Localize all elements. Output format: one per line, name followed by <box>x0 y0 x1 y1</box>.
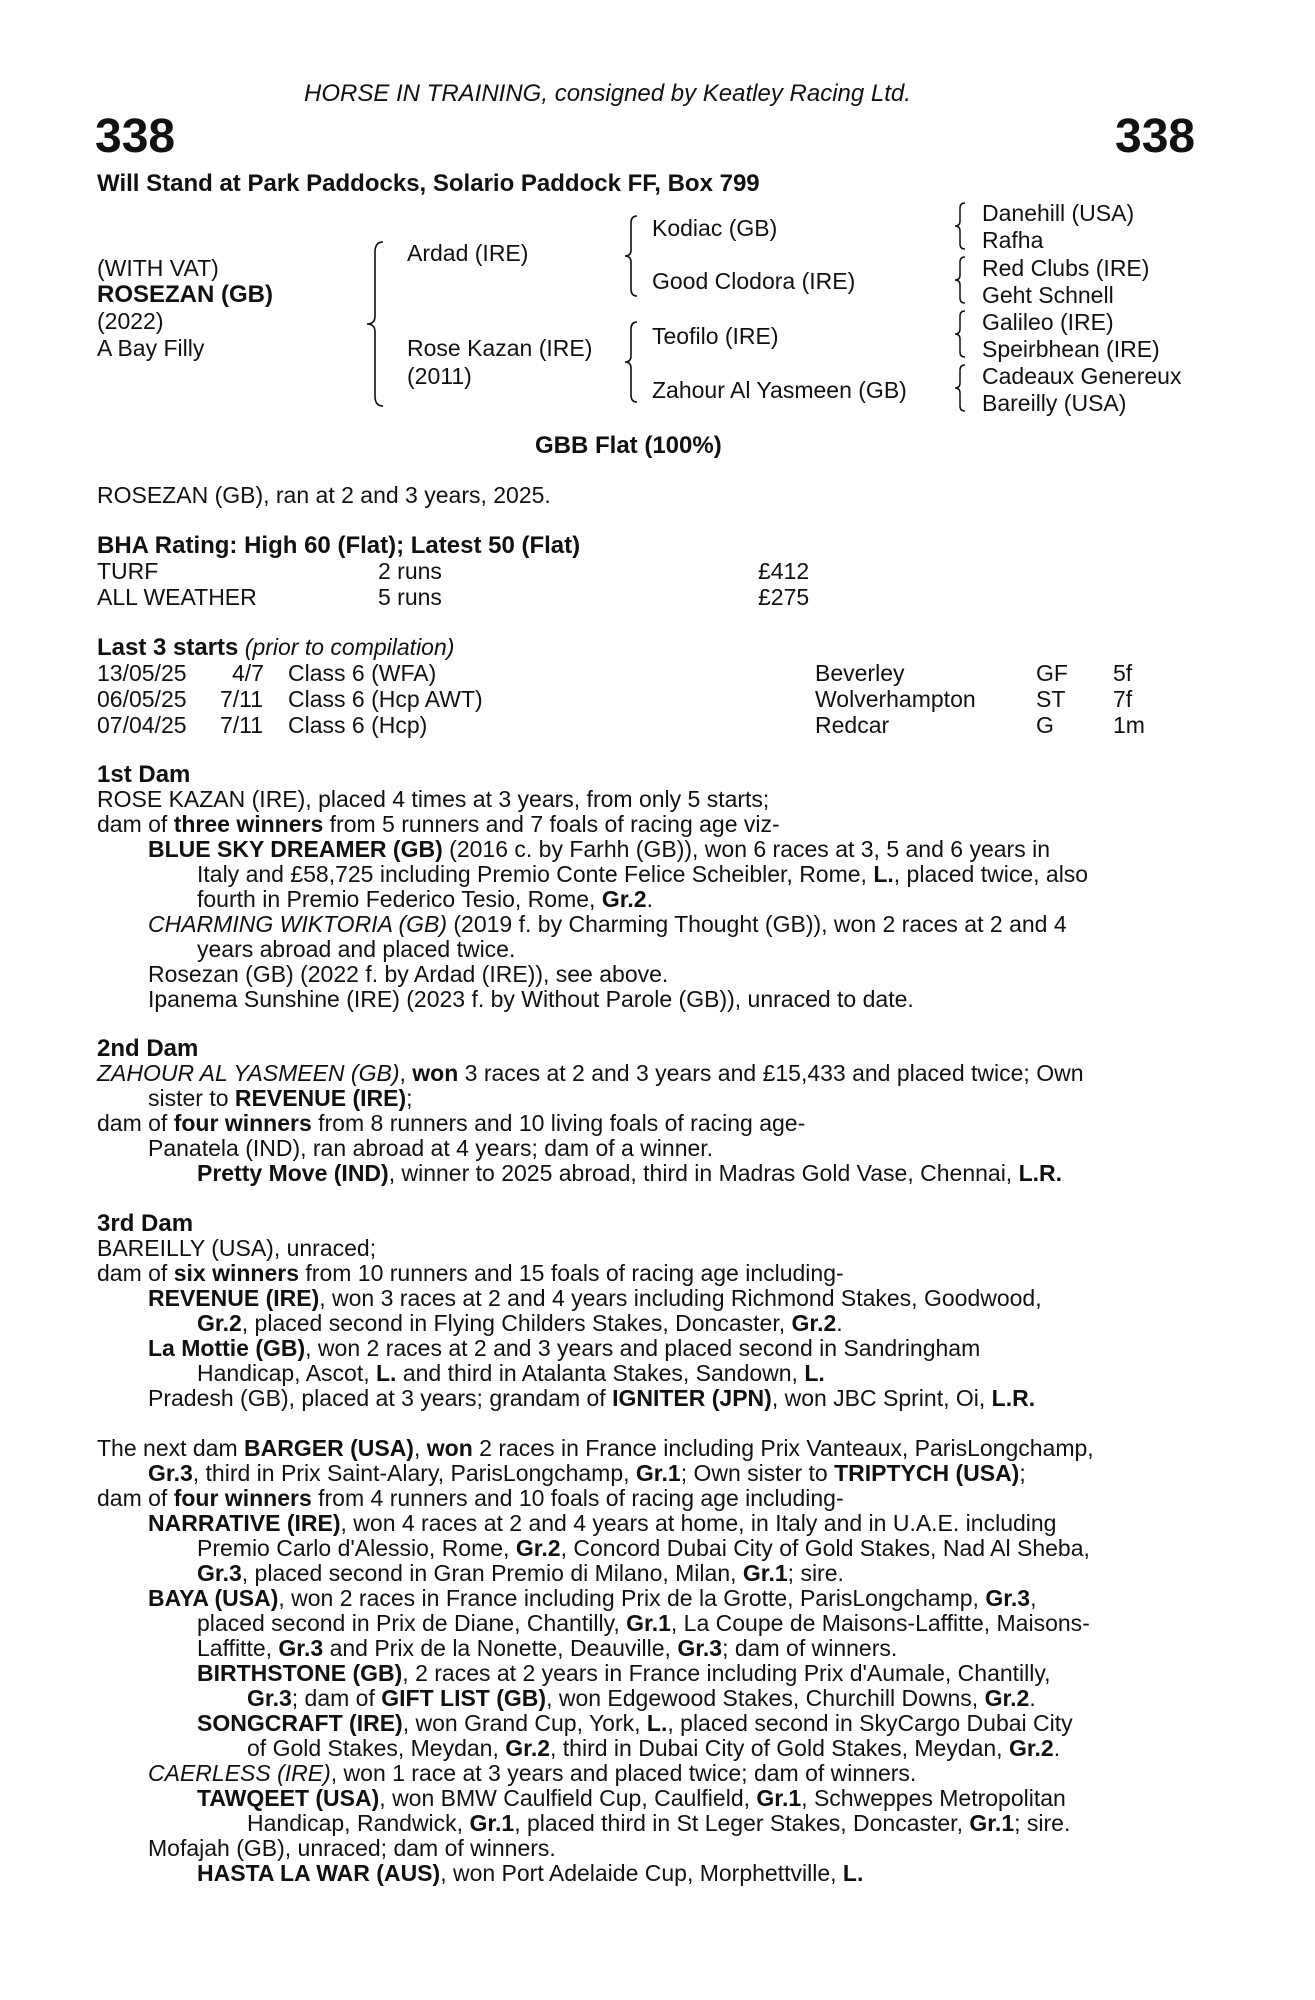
produce-line <box>197 887 653 912</box>
grade: Gr.2 <box>505 1735 551 1761</box>
pedigree-gen3-3: Teofilo (IRE) <box>652 323 779 349</box>
text: ; <box>1019 1460 1026 1486</box>
third-dam-line: BAREILLY (USA), unraced; <box>97 1235 377 1261</box>
grade: L.R. <box>991 1385 1036 1411</box>
grade: L. <box>646 1710 668 1736</box>
text: placed second in Prix de Diane, Chantilly, <box>197 1610 627 1636</box>
start-going-1: GF <box>1036 660 1068 686</box>
pedigree-gen4-5: Galileo (IRE) <box>982 309 1114 335</box>
produce-line <box>197 1536 1090 1561</box>
start-pos-1: 4/7 <box>232 660 264 686</box>
text: of Gold Stakes, Meydan, <box>247 1735 506 1761</box>
text: , placed third in St Leger Stakes, Doncaster, <box>514 1810 970 1836</box>
text: dam of <box>97 1260 174 1286</box>
start-course-2: Wolverhampton <box>815 686 976 712</box>
first-dam-heading: 1st Dam <box>97 761 191 788</box>
winners-count: three winners <box>173 811 324 837</box>
won-label: won <box>426 1435 473 1461</box>
pedigree-gen4-6: Speirbhean (IRE) <box>982 336 1160 362</box>
grade: L. <box>873 861 894 887</box>
winners-count: six winners <box>173 1260 299 1286</box>
grade: Gr.2 <box>1008 1735 1054 1761</box>
produce-songcraft <box>197 1711 1073 1736</box>
text: , winner to 2025 abroad, third in Madras Gold Vase, Chennai, <box>388 1160 1019 1186</box>
produce-tawqeet <box>197 1786 1066 1811</box>
produce-narrative <box>148 1511 1056 1536</box>
text: Handicap, Randwick, <box>247 1810 470 1836</box>
pedigree-brace-dam <box>623 320 639 404</box>
produce-baya <box>148 1586 1037 1611</box>
bha-runs-turf: 2 runs <box>378 558 442 584</box>
text: fourth in Premio Federico Tesio, Rome, <box>197 886 602 912</box>
race-record-summary: ROSEZAN (GB), ran at 2 and 3 years, 2025. <box>97 482 551 508</box>
text: , won 4 races at 2 and 4 years at home, in Italy and in U.A.E. including <box>340 1510 1057 1536</box>
text: ; <box>406 1085 413 1111</box>
text: , La Coupe de Maisons-Laffitte, Maisons- <box>670 1610 1090 1636</box>
pedigree-gen4-2: Rafha <box>982 227 1044 253</box>
grade: Gr.3 <box>247 1685 292 1711</box>
pedigree-brace-g4-4 <box>953 363 967 413</box>
next-dam-line <box>148 1461 1026 1486</box>
grade: Gr.2 <box>601 886 647 912</box>
bha-prize-turf: £412 <box>758 558 810 584</box>
horse-name: TRIPTYCH (USA) <box>834 1460 1020 1486</box>
lot-number-right: 338 <box>1115 110 1196 163</box>
horse-name: BIRTHSTONE (GB) <box>197 1660 403 1686</box>
text: , won 3 races at 2 and 4 years including Richmond Stakes, Goodwood, <box>319 1285 1042 1311</box>
produce-rosezan: Rosezan (GB) (2022 f. by Ardad (IRE)), see above. <box>148 961 669 987</box>
horse-name: NARRATIVE (IRE) <box>148 1510 341 1536</box>
text: , 2 races at 2 years in France including Prix d'Aumale, Chantilly, <box>402 1660 1051 1686</box>
start-date-1: 13/05/25 <box>97 660 187 686</box>
text: , won Edgewood Stakes, Churchill Downs, <box>546 1685 985 1711</box>
last-starts-note: (prior to compilation) <box>244 634 455 660</box>
text: Laffitte, <box>197 1635 279 1661</box>
grade: Gr.3 <box>197 1560 242 1586</box>
produce-pretty-move <box>197 1161 1062 1186</box>
grade: Gr.1 <box>969 1810 1015 1836</box>
pedigree-brace-g4-1 <box>953 201 967 251</box>
pedigree-dam: Rose Kazan (IRE) <box>407 335 593 361</box>
produce-line <box>247 1811 1070 1836</box>
gbb-label: GBB Flat (100%) <box>535 432 722 459</box>
text: , <box>399 1060 413 1086</box>
produce-line <box>197 862 1088 887</box>
horse-name: SONGCRAFT (IRE) <box>197 1710 403 1736</box>
third-dam-heading: 3rd Dam <box>97 1210 194 1237</box>
bha-prize-aw: £275 <box>758 584 810 610</box>
last-starts-title: Last 3 starts <box>97 634 239 661</box>
start-class-1: Class 6 (WFA) <box>288 660 437 686</box>
text: sister to <box>148 1085 235 1111</box>
produce-caerless <box>148 1761 916 1786</box>
grade: L.R. <box>1018 1160 1063 1186</box>
last-starts-heading <box>97 634 454 662</box>
second-dam-line <box>97 1061 1084 1086</box>
produce-line <box>197 1611 1090 1636</box>
text: 2 races in France including Prix Vanteaux, ParisLongchamp, <box>472 1435 1094 1461</box>
start-pos-2: 7/11 <box>220 686 264 712</box>
first-dam-line: ROSE KAZAN (IRE), placed 4 times at 3 years, from only 5 starts; <box>97 786 770 812</box>
horse-name: BLUE SKY DREAMER (GB) <box>148 836 443 862</box>
pedigree-brace-sire <box>623 214 639 298</box>
produce-line <box>247 1686 1036 1711</box>
text: ; Own sister to <box>680 1460 835 1486</box>
produce-hasta-la-war <box>197 1861 863 1886</box>
produce-la-mottie <box>148 1336 980 1361</box>
produce-pradesh <box>148 1386 1035 1411</box>
text: . <box>646 886 653 912</box>
grade: Gr.2 <box>984 1685 1030 1711</box>
next-dam-line <box>97 1436 1094 1461</box>
text: , <box>1030 1585 1037 1611</box>
grade: Gr.2 <box>515 1535 561 1561</box>
page-header-title: HORSE IN TRAINING, consigned by Keatley Racing Ltd. <box>304 80 911 107</box>
text: , placed second in Flying Childers Stakes, Doncaster, <box>241 1310 792 1336</box>
produce-line <box>197 1361 825 1386</box>
horse-description: A Bay Filly <box>97 335 205 361</box>
bha-runs-aw: 5 runs <box>378 584 442 610</box>
grade: Gr.2 <box>791 1310 837 1336</box>
text: Italy and £58,725 including Premio Conte Felice Scheibler, Rome, <box>197 861 874 887</box>
bha-rating-title: BHA Rating: High 60 (Flat); Latest 50 (Flat) <box>97 532 581 559</box>
text: and Prix de la Nonette, Deauville, <box>323 1635 678 1661</box>
produce-line <box>197 1311 843 1336</box>
start-going-2: ST <box>1036 686 1066 712</box>
horse-name: Pretty Move (IND) <box>197 1160 389 1186</box>
produce-mofajah: Mofajah (GB), unraced; dam of winners. <box>148 1835 556 1861</box>
start-class-3: Class 6 (Hcp) <box>288 712 428 738</box>
text: ; dam of winners. <box>722 1635 898 1661</box>
third-dam-produce-line <box>97 1261 844 1286</box>
grade: L. <box>842 1860 864 1886</box>
grade: Gr.1 <box>469 1810 515 1836</box>
text: from 5 runners and 7 foals of racing age viz- <box>323 811 780 837</box>
pedigree-brace-g4-2 <box>953 255 967 305</box>
start-date-2: 06/05/25 <box>97 686 187 712</box>
stand-location: Will Stand at Park Paddocks, Solario Paddock FF, Box 799 <box>97 170 760 197</box>
produce-revenue <box>148 1286 1042 1311</box>
pedigree-brace-main <box>365 240 387 408</box>
won-label: won <box>412 1060 459 1086</box>
text: , won Grand Cup, York, <box>402 1710 647 1736</box>
text: from 10 runners and 15 foals of racing age including- <box>299 1260 844 1286</box>
text: (2016 c. by Farhh (GB)), won 6 races at 3, 5 and 6 years in <box>442 836 1050 862</box>
pedigree-brace-g4-3 <box>953 309 967 359</box>
grade: Gr.1 <box>635 1460 681 1486</box>
first-dam-produce-line <box>97 812 780 837</box>
text: from 8 runners and 10 living foals of racing age- <box>311 1110 806 1136</box>
start-class-2: Class 6 (Hcp AWT) <box>288 686 483 712</box>
text: , won 2 races in France including Prix de la Grotte, ParisLongchamp, <box>278 1585 986 1611</box>
produce-birthstone <box>197 1661 1051 1686</box>
text: ; dam of <box>291 1685 382 1711</box>
horse-name: GIFT LIST (GB) <box>381 1685 547 1711</box>
text: , Schweppes Metropolitan <box>801 1785 1066 1811</box>
text: and third in Atalanta Stakes, Sandown, <box>396 1360 805 1386</box>
start-going-3: G <box>1036 712 1054 738</box>
text: 3 races at 2 and 3 years and £15,433 and placed twice; Own <box>458 1060 1084 1086</box>
pedigree-gen4-4: Geht Schnell <box>982 282 1114 308</box>
next-dam-produce-line <box>97 1486 844 1511</box>
horse-name: IGNITER (JPN) <box>612 1385 772 1411</box>
winners-count: four winners <box>173 1110 312 1136</box>
horse-name: ROSEZAN (GB) <box>97 281 273 308</box>
pedigree-gen3-4: Zahour Al Yasmeen (GB) <box>652 377 907 403</box>
text: , placed second in SkyCargo Dubai City <box>667 1710 1073 1736</box>
grade: Gr.3 <box>278 1635 324 1661</box>
grade: Gr.1 <box>756 1785 802 1811</box>
grade: Gr.1 <box>742 1560 788 1586</box>
grade: Gr.2 <box>197 1310 242 1336</box>
produce-line <box>247 1736 1060 1761</box>
start-dist-3: 1m <box>1113 712 1145 738</box>
start-dist-2: 7f <box>1113 686 1133 712</box>
text: . <box>1029 1685 1036 1711</box>
second-dam-produce-line <box>97 1111 805 1136</box>
text: , won BMW Caulfield Cup, Caulfield, <box>379 1785 757 1811</box>
grade: Gr.3 <box>148 1460 193 1486</box>
text: , won 2 races at 2 and 3 years and placed second in Sandringham <box>305 1335 981 1361</box>
vat-label: (WITH VAT) <box>97 255 219 281</box>
produce-line <box>197 1561 844 1586</box>
text: , third in Prix Saint-Alary, ParisLongchamp, <box>192 1460 636 1486</box>
produce-line: years abroad and placed twice. <box>197 936 516 962</box>
text: , Concord Dubai City of Gold Stakes, Nad Al Sheba, <box>560 1535 1090 1561</box>
horse-name: CAERLESS (IRE) <box>148 1760 331 1786</box>
horse-name: BAYA (USA) <box>148 1585 279 1611</box>
bha-surface-aw: ALL WEATHER <box>97 584 257 610</box>
grade: Gr.3 <box>985 1585 1031 1611</box>
text: The next dam <box>97 1435 245 1461</box>
pedigree-sire: Ardad (IRE) <box>407 240 529 266</box>
pedigree-gen4-3: Red Clubs (IRE) <box>982 255 1150 281</box>
text: , won 1 race at 3 years and placed twice; dam of winners. <box>330 1760 917 1786</box>
start-date-3: 07/04/25 <box>97 712 187 738</box>
grade: L. <box>804 1360 825 1386</box>
pedigree-gen4-1: Danehill (USA) <box>982 200 1135 226</box>
horse-name: BARGER (USA) <box>244 1435 414 1461</box>
text: , <box>413 1435 427 1461</box>
start-dist-1: 5f <box>1113 660 1133 686</box>
start-course-3: Redcar <box>815 712 890 738</box>
grade: L. <box>376 1360 397 1386</box>
pedigree-gen3-1: Kodiac (GB) <box>652 215 778 241</box>
horse-name: CHARMING WIKTORIA (GB) <box>148 911 447 937</box>
text: (2019 f. by Charming Thought (GB)), won 2 races at 2 and 4 <box>447 911 1067 937</box>
text: . <box>1053 1735 1061 1761</box>
horse-name: HASTA LA WAR (AUS) <box>197 1860 441 1886</box>
pedigree-gen4-7: Cadeaux Genereux <box>982 363 1182 389</box>
grade: Gr.1 <box>626 1610 671 1636</box>
text: ; sire. <box>787 1560 844 1586</box>
horse-name: TAWQEET (USA) <box>197 1785 380 1811</box>
produce-charming-wiktoria <box>148 912 1067 937</box>
text: ; sire. <box>1014 1810 1071 1836</box>
pedigree-dam-year: (2011) <box>407 363 472 389</box>
text: from 4 runners and 10 foals of racing age including- <box>311 1485 844 1511</box>
horse-name: REVENUE (IRE) <box>148 1285 320 1311</box>
horse-name: REVENUE (IRE) <box>234 1085 407 1111</box>
produce-panatela: Panatela (IND), ran abroad at 4 years; dam of a winner. <box>148 1135 714 1161</box>
text: , placed twice, also <box>893 861 1089 887</box>
horse-year: (2022) <box>97 308 164 334</box>
text: , won Port Adelaide Cup, Morphettville, <box>440 1860 843 1886</box>
horse-name: La Mottie (GB) <box>148 1335 306 1361</box>
text: , placed second in Gran Premio di Milano, Milan, <box>241 1560 743 1586</box>
text: Premio Carlo d'Alessio, Rome, <box>197 1535 516 1561</box>
text: dam of <box>97 1110 174 1136</box>
produce-line <box>197 1636 897 1661</box>
text: Pradesh (GB), placed at 3 years; grandam of <box>148 1385 613 1411</box>
grade: Gr.3 <box>677 1635 723 1661</box>
text: , third in Dubai City of Gold Stakes, Meydan, <box>550 1735 1009 1761</box>
text: , won JBC Sprint, Oi, <box>771 1385 992 1411</box>
text: dam of <box>97 811 174 837</box>
text: Handicap, Ascot, <box>197 1360 376 1386</box>
bha-surface-turf: TURF <box>97 558 159 584</box>
pedigree-gen4-8: Bareilly (USA) <box>982 390 1127 416</box>
horse-name: ZAHOUR AL YASMEEN (GB) <box>97 1060 400 1086</box>
second-dam-heading: 2nd Dam <box>97 1035 199 1062</box>
text: . <box>836 1310 843 1336</box>
produce-blue-sky-dreamer <box>148 837 1050 862</box>
winners-count: four winners <box>173 1485 312 1511</box>
pedigree-gen3-2: Good Clodora (IRE) <box>652 268 856 294</box>
start-course-1: Beverley <box>815 660 905 686</box>
second-dam-line <box>148 1086 413 1111</box>
produce-ipanema-sunshine: Ipanema Sunshine (IRE) (2023 f. by Without Parole (GB)), unraced to date. <box>148 986 914 1012</box>
lot-number-left: 338 <box>95 110 176 163</box>
text: dam of <box>97 1485 174 1511</box>
start-pos-3: 7/11 <box>220 712 264 738</box>
